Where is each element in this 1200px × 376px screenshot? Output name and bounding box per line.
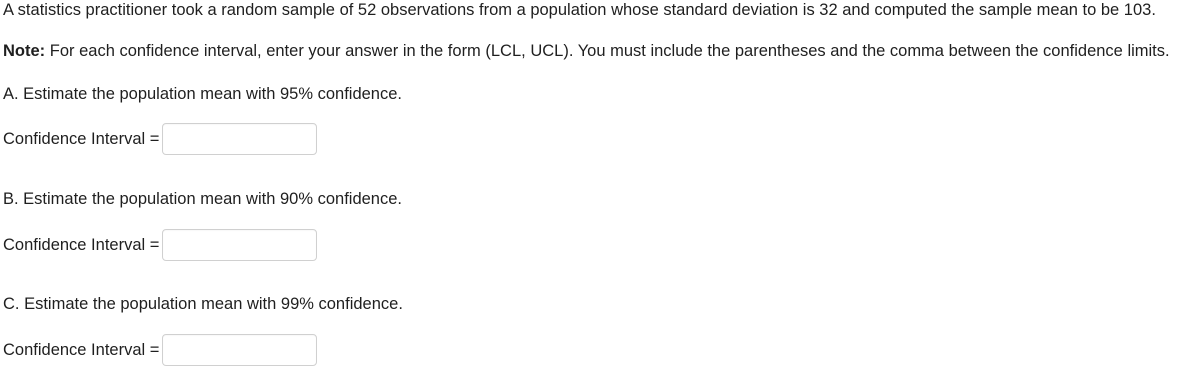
part-c-field-label: Confidence Interval = [3,340,160,359]
part-c-confidence-interval-input[interactable] [162,334,317,366]
note-label: Note: [3,42,46,60]
part-b-prompt: B. Estimate the population mean with 90% confidence. [3,190,402,208]
part-a-confidence-interval-input[interactable] [162,123,317,155]
problem-intro: A statistics practitioner took a random sample of 52 observations from a population whose standard deviation is 32 and computed the sample mean to be 103. [3,1,1156,19]
part-c-prompt: C. Estimate the population mean with 99% confidence. [3,295,403,313]
part-b-answer-row [3,227,317,263]
part-a-prompt: A. Estimate the population mean with 95% confidence. [3,85,402,103]
note-paragraph [3,41,1170,61]
part-a-field-label: Confidence Interval = [3,129,160,148]
part-b-confidence-interval-input[interactable] [162,229,317,261]
note-text: For each confidence interval, enter your answer in the form (LCL, UCL). You must include the parentheses and the comma between the confidence limits. [45,42,1170,60]
part-c-answer-row [3,332,317,368]
part-a-answer-row [3,121,317,157]
part-b-field-label: Confidence Interval = [3,235,160,254]
